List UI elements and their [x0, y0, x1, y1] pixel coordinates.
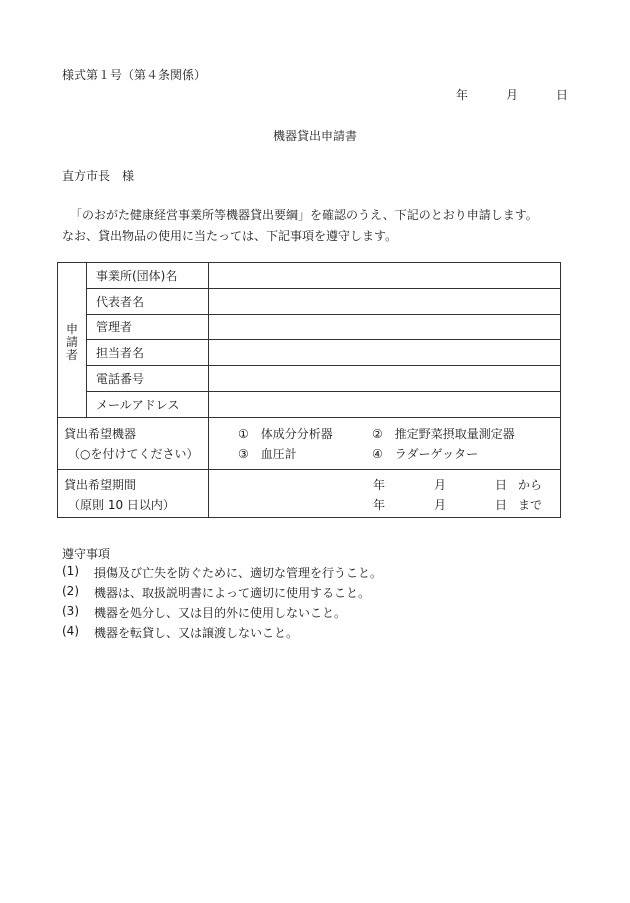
equipment-option-3[interactable] — [238, 447, 297, 461]
note-text-3: 機器を処分し、又は目的外に使用しないこと。 — [94, 606, 347, 620]
intro-line-1: 「のおがた健康経営事業所等機器貸出要綱」を確認のうえ、下記のとおり申請します。 — [70, 208, 538, 222]
option-number: ③ — [238, 447, 249, 461]
period-to-suffix: まで — [518, 498, 543, 512]
note-text-4: 機器を転貸し、又は譲渡しないこと。 — [94, 626, 299, 640]
note-number-3: (3) — [62, 604, 79, 618]
equipment-option-2[interactable] — [372, 427, 515, 441]
section-divider — [58, 469, 561, 470]
equipment-option-4[interactable] — [372, 447, 478, 461]
row-divider — [86, 288, 561, 289]
option-name: 推定野菜摂取量測定器 — [394, 427, 515, 441]
date-month-label: 月 — [506, 88, 519, 102]
note-number-2: (2) — [62, 584, 79, 598]
application-form-table — [57, 262, 561, 518]
label-value-divider — [208, 263, 209, 417]
option-name: ラダーゲッター — [394, 447, 479, 461]
equipment-option-1[interactable] — [238, 427, 333, 441]
form-number: 様式第１号（第４条関係） — [62, 68, 207, 82]
period-from-year: 年 — [373, 478, 386, 492]
option-name: 血圧計 — [260, 447, 297, 461]
row-divider — [86, 391, 561, 392]
date-year-label: 年 — [456, 88, 469, 102]
option-number: ① — [238, 427, 249, 441]
row-divider — [86, 339, 561, 340]
note-text-1: 損傷及び亡失を防ぐために、適切な管理を行うこと。 — [94, 566, 383, 580]
period-label: 貸出希望期間 — [64, 478, 137, 492]
intro-line-2: なお、貸出物品の使用に当たっては、下記事項を遵守します。 — [62, 229, 398, 243]
date-day-label: 日 — [556, 88, 569, 102]
addressee: 直方市長 様 — [62, 169, 135, 183]
applicant-column-divider — [86, 263, 87, 417]
row-divider — [86, 365, 561, 366]
row-divider — [86, 314, 561, 315]
section-divider — [58, 417, 561, 418]
note-text-2: 機器は、取扱説明書によって適切に使用すること。 — [94, 586, 371, 600]
application-date — [456, 86, 568, 102]
phone-number-label: 電話番号 — [96, 372, 145, 386]
period-sublabel: （原則 10 日以内） — [68, 498, 175, 512]
period-to-month: 月 — [434, 498, 447, 512]
period-from-month: 月 — [434, 478, 447, 492]
period-to-day: 日 — [495, 498, 508, 512]
period-from-suffix: から — [518, 478, 543, 492]
notes-title: 遵守事項 — [62, 547, 111, 561]
note-number-1: (1) — [62, 564, 79, 578]
lower-label-divider — [208, 417, 209, 518]
person-in-charge-label: 担当者名 — [96, 346, 145, 360]
equipment-sublabel: （○を付けてください） — [68, 447, 199, 461]
period-to-year: 年 — [373, 498, 386, 512]
option-number: ② — [372, 427, 383, 441]
manager-label: 管理者 — [96, 320, 133, 334]
representative-name-label: 代表者名 — [96, 295, 145, 309]
option-number: ④ — [372, 447, 383, 461]
email-address-label: メールアドレス — [96, 398, 180, 412]
equipment-label: 貸出希望機器 — [64, 427, 137, 441]
business-name-label: 事業所(団体)名 — [96, 269, 178, 283]
option-name: 体成分分析器 — [260, 427, 333, 441]
document-title: 機器貸出申請書 — [272, 129, 357, 143]
applicant-label: 申請者 — [65, 322, 78, 362]
period-from-day: 日 — [495, 478, 508, 492]
note-number-4: (4) — [62, 624, 79, 638]
